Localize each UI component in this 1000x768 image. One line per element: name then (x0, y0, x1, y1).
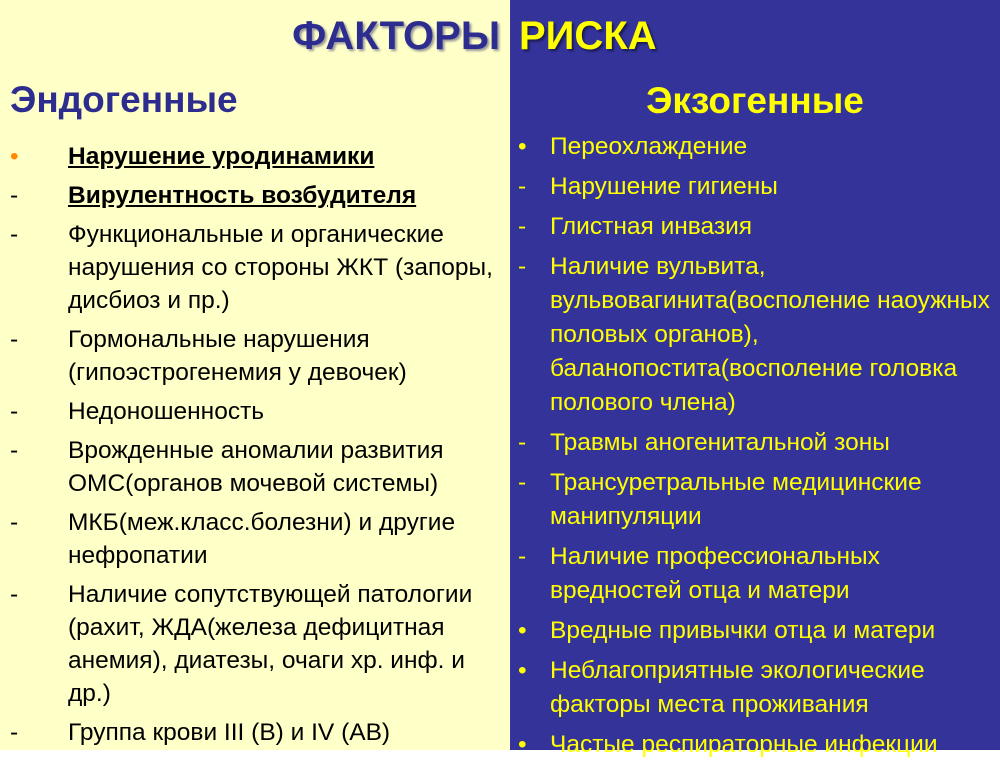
exogenous-item (510, 130, 1000, 164)
exogenous-item (510, 466, 1000, 534)
endogenous-item (0, 716, 510, 749)
item-text: Нарушение гигиены (550, 173, 778, 200)
item-text: МКБ(меж.класс.болезни) и другие нефропатии (68, 509, 456, 569)
exogenous-item (510, 728, 1000, 762)
item-text: Гормональные нарушения (гипоэстрогенемия у девочек) (68, 326, 407, 386)
exogenous-item (510, 170, 1000, 204)
endogenous-item (0, 218, 510, 317)
item-text: Функциональные и органические нарушения со стороны ЖКТ (запоры, дисбиоз и пр.) (68, 221, 493, 314)
exogenous-item (510, 426, 1000, 460)
slide-title (0, 10, 1000, 62)
item-text: Травмы аногенитальной зоны (550, 429, 890, 456)
item-text: Врожденные аномалии развития ОМС(органов мочевой системы) (68, 437, 444, 497)
endogenous-item (0, 179, 510, 212)
dash-marker: - (10, 719, 19, 746)
endogenous-heading: Эндогенные (10, 79, 238, 120)
endogenous-item (0, 140, 510, 173)
endogenous-item (0, 506, 510, 572)
exogenous-item (510, 250, 1000, 420)
dash-marker: - (518, 543, 527, 570)
endogenous-item (0, 434, 510, 500)
exogenous-item (510, 540, 1000, 608)
item-text: Вирулентность возбудителя (68, 182, 417, 209)
exogenous-item (510, 654, 1000, 722)
endogenous-item (0, 323, 510, 389)
item-text: Наличие вульвита, вульвовагинита(восполение наоужных половых органов), баланопостита(восполение головка полового члена) (550, 253, 990, 416)
item-text: Наличие сопутствующей патологии (рахит, ЖДА(железа дефицитная анемия), диатезы, очаги хр. инф. и др.) (68, 581, 473, 707)
item-text: Неблагоприятные экологические факторы места проживания (550, 657, 925, 718)
dash-marker: - (10, 221, 19, 248)
dash-marker: - (518, 253, 527, 280)
bullet-marker: • (518, 133, 527, 160)
item-text: Недоношенность (68, 398, 265, 425)
endogenous-item (0, 395, 510, 428)
endogenous-item (0, 578, 510, 710)
dash-marker: - (10, 398, 19, 425)
item-text: Трансуретральные медицинские манипуляции (550, 469, 922, 530)
endogenous-list (0, 140, 510, 755)
dash-marker: - (10, 437, 19, 464)
item-text: Группа крови III (B) и IV (AB) (68, 719, 391, 746)
dash-marker: - (10, 182, 19, 209)
dash-marker: - (518, 173, 527, 200)
bullet-marker: • (518, 731, 527, 758)
bullet-marker: • (518, 657, 527, 684)
exogenous-item (510, 614, 1000, 648)
item-text: Вредные привычки отца и матери (550, 617, 936, 644)
exogenous-item (510, 210, 1000, 244)
dash-marker: - (10, 581, 19, 608)
item-text: Наличие профессиональных вредностей отца и матери (550, 543, 880, 604)
title-left-word: ФАКТОРЫ (292, 14, 500, 58)
dash-marker: - (518, 429, 527, 456)
dash-marker: - (10, 509, 19, 536)
exogenous-heading: Экзогенные (646, 80, 864, 121)
bullet-marker: • (10, 143, 19, 170)
exogenous-list (510, 130, 1000, 768)
title-right-word: РИСКА (519, 14, 657, 58)
dash-marker: - (10, 326, 19, 353)
dash-marker: - (518, 213, 527, 240)
item-text: Переохлаждение (550, 133, 748, 160)
dash-marker: - (518, 469, 527, 496)
item-text: Глистная инвазия (550, 213, 753, 240)
bullet-marker: • (518, 617, 527, 644)
item-text: Частые респираторные инфекции (550, 731, 938, 758)
item-text: Нарушение уродинамики (68, 143, 375, 170)
